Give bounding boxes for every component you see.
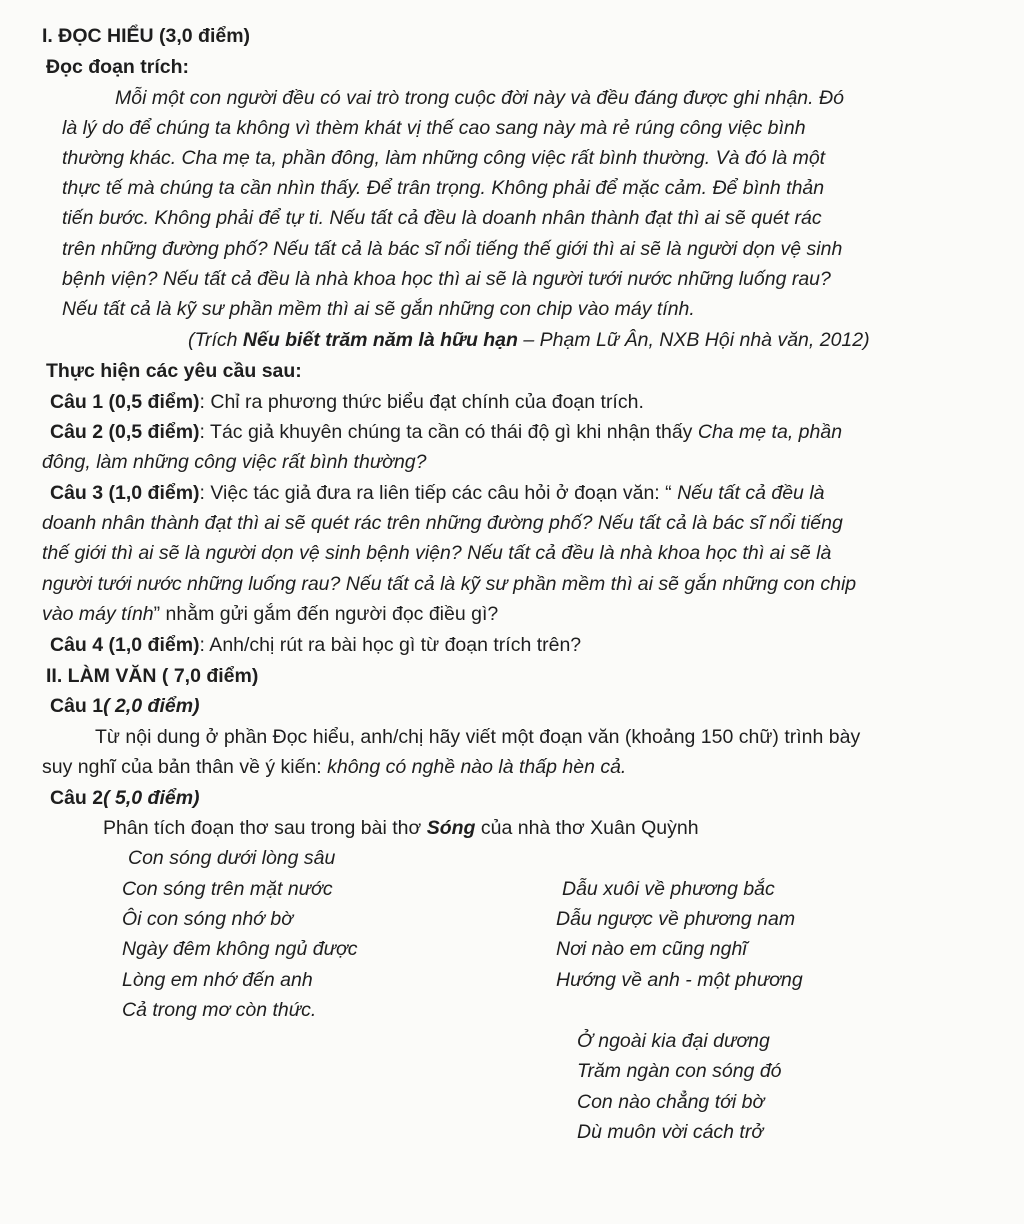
passage-line: tiến bước. Không phải để tự ti. Nếu tất cả đều là doanh nhân thành đạt thì ai sẽ quét rác (62, 207, 822, 229)
poem-line: Trăm ngàn con sóng đó (577, 1060, 782, 1082)
question-3-label: Câu 3 (1,0 điểm) (50, 482, 200, 504)
passage-line: trên những đường phố? Nếu tất cả là bác sĩ nổi tiếng thế giới thì ai sẽ là người dọn vệ sinh (62, 238, 843, 260)
essay-1-prompt-continued: suy nghĩ của bản thân về ý kiến: không có nghề nào là thấp hèn cả. (42, 756, 627, 778)
question-2-label: Câu 2 (0,5 điểm) (50, 421, 200, 443)
essay-2-label: Câu 2( 5,0 điểm) (50, 787, 200, 809)
poem-line: Con sóng trên mặt nước (122, 878, 333, 900)
poem-line: Ở ngoài kia đại dương (577, 1030, 770, 1052)
task-heading: Thực hiện các yêu cầu sau: (46, 360, 302, 382)
poem-line: Lòng em nhớ đến anh (122, 969, 313, 991)
question-3-line: thế giới thì ai sẽ là người dọn vệ sinh bệnh viện? Nếu tất cả đều là nhà khoa học thì ai sẽ là (42, 542, 832, 564)
question-1: Câu 1 (0,5 điểm): Chỉ ra phương thức biểu đạt chính của đoạn trích. (50, 391, 644, 413)
question-4: Câu 4 (1,0 điểm): Anh/chị rút ra bài học gì từ đoạn trích trên? (50, 634, 582, 656)
question-2: Câu 2 (0,5 điểm): Tác giả khuyên chúng ta cần có thái độ gì khi nhận thấy Cha mẹ ta, phần (50, 421, 843, 443)
section1-heading: I. ĐỌC HIỂU (3,0 điểm) (42, 25, 251, 47)
passage-line: Nếu tất cả là kỹ sư phần mềm thì ai sẽ gắn những con chip vào máy tính. (62, 298, 695, 320)
poem-line: Dù muôn vời cách trở (577, 1121, 764, 1143)
poem-title: Sóng (426, 817, 476, 839)
poem-line: Hướng về anh - một phương (556, 969, 803, 991)
question-3-end: vào máy tính” nhằm gửi gắm đến người đọc điều gì? (42, 603, 499, 625)
poem-line: Ôi con sóng nhớ bờ (122, 908, 294, 930)
passage-line: thực tế mà chúng ta cần nhìn thấy. Để trân trọng. Không phải để mặc cảm. Để bình thản (62, 177, 825, 199)
poem-line: Nơi nào em cũng nghĩ (556, 938, 747, 960)
question-2-continued: đông, làm những công việc rất bình thường? (42, 451, 427, 473)
section2-heading: II. LÀM VĂN ( 7,0 điểm) (46, 665, 259, 687)
essay-1-label: Câu 1( 2,0 điểm) (50, 695, 200, 717)
question-3-line: người tưới nước những luống rau? Nếu tất cả là kỹ sư phần mềm thì ai sẽ gắn những con chip (42, 573, 857, 595)
passage-line: bệnh viện? Nếu tất cả đều là nhà khoa học thì ai sẽ là người tưới nước những luống rau? (62, 268, 831, 290)
poem-line: Dẫu ngược về phương nam (556, 908, 796, 930)
passage-intro: Đọc đoạn trích: (46, 56, 190, 78)
passage-line: Mỗi một con người đều có vai trò trong cuộc đời này và đều đáng được ghi nhận. Đó (115, 87, 844, 109)
passage-source: (Trích Nếu biết trăm năm là hữu hạn – Phạm Lữ Ân, NXB Hội nhà văn, 2012) (188, 329, 870, 351)
passage-line: thường khác. Cha mẹ ta, phần đông, làm những công việc rất bình thường. Và đó là một (62, 147, 826, 169)
source-book-title: Nếu biết trăm năm là hữu hạn (242, 329, 518, 351)
essay-2-prompt: Phân tích đoạn thơ sau trong bài thơ Sóng của nhà thơ Xuân Quỳnh (103, 817, 699, 839)
passage-line: là lý do để chúng ta không vì thèm khát vị thế cao sang này mà rẻ rúng công việc bình (62, 117, 806, 139)
poem-line: Con sóng dưới lòng sâu (128, 847, 336, 869)
poem-line: Dẫu xuôi về phương bắc (562, 878, 775, 900)
poem-line: Cả trong mơ còn thức. (122, 999, 317, 1021)
question-3-line: doanh nhân thành đạt thì ai sẽ quét rác trên những đường phố? Nếu tất cả là bác sĩ nổi tiếng (42, 512, 843, 534)
poem-line: Ngày đêm không ngủ được (122, 938, 358, 960)
question-3: Câu 3 (1,0 điểm): Việc tác giả đưa ra liên tiếp các câu hỏi ở đoạn văn: “ Nếu tất cả đều là (50, 482, 825, 504)
question-4-label: Câu 4 (1,0 điểm) (50, 634, 200, 656)
question-1-label: Câu 1 (0,5 điểm) (50, 391, 200, 413)
essay-1-prompt: Từ nội dung ở phần Đọc hiểu, anh/chị hãy viết một đoạn văn (khoảng 150 chữ) trình bày (95, 726, 861, 748)
poem-line: Con nào chẳng tới bờ (577, 1091, 765, 1113)
